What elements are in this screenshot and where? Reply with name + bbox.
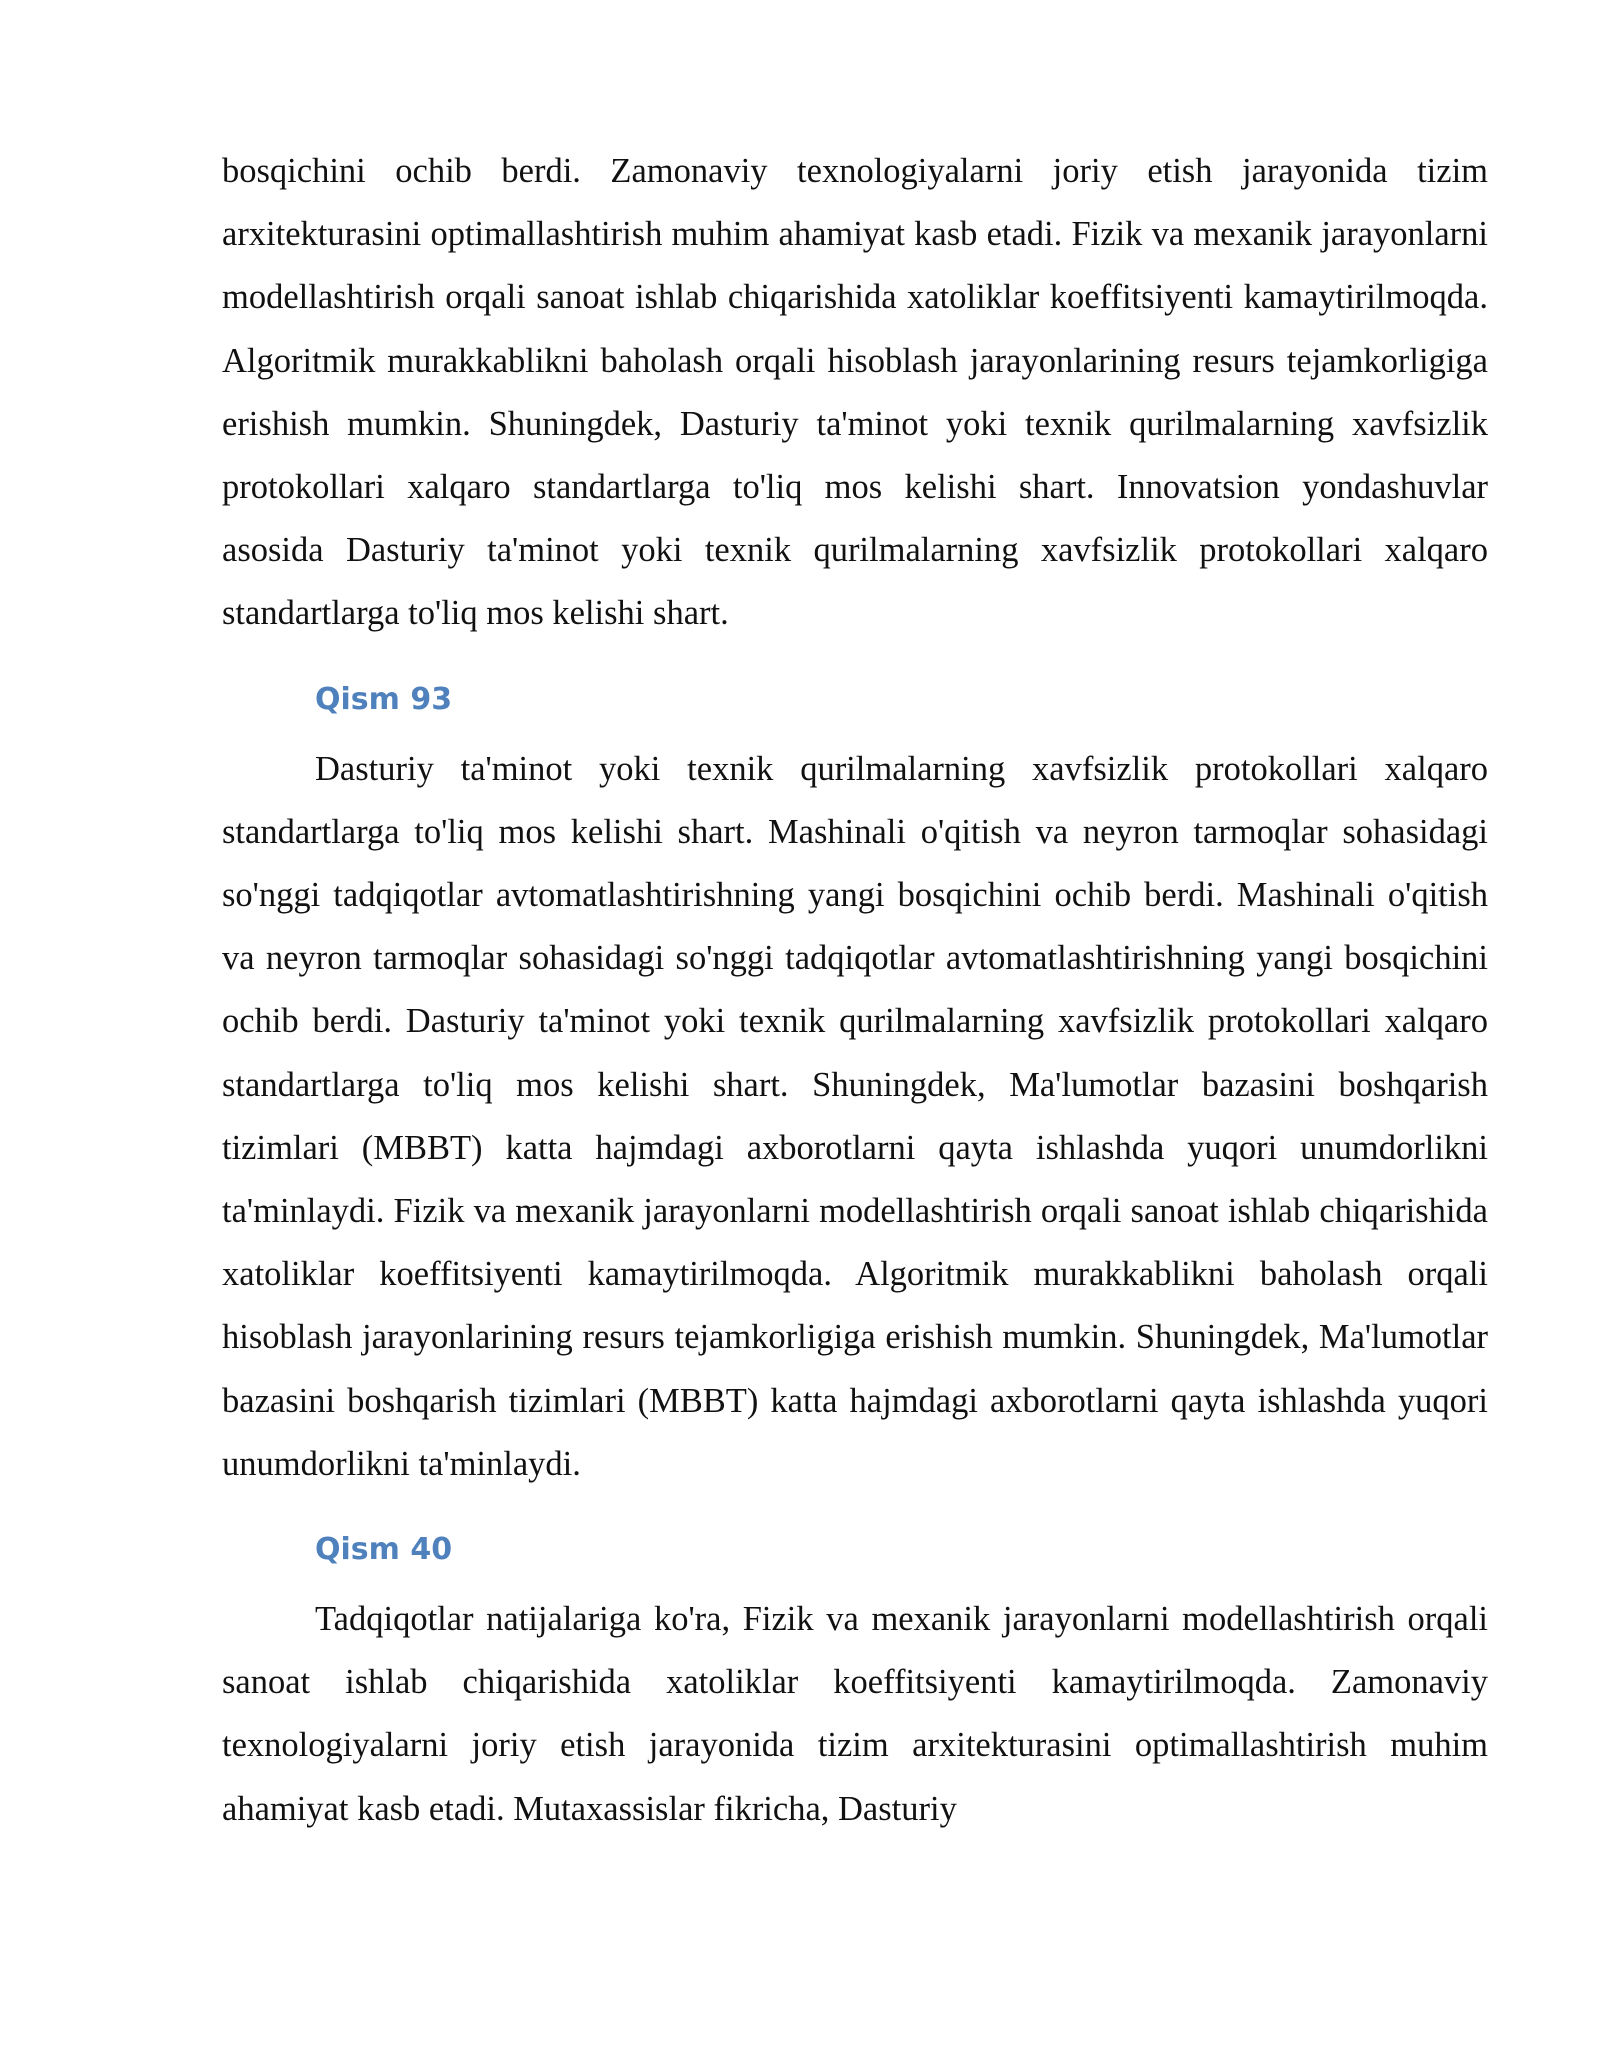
body-paragraph: Tadqiqotlar natijalariga ko'ra, Fizik va mexanik jarayonlarni modellashtirish orqali sanoat ishlab chiqarishida xatoliklar koeffitsiyenti kamaytirilmoqda. Zamonaviy texnologiyalarni joriy etish jarayonida tizim arxitekturasini optimallashtirish muhim ahamiyat kasb etadi. Mutaxassislar fikricha, Dasturiy	[222, 1600, 1488, 1828]
body-paragraph: Dasturiy ta'minot yoki texnik qurilmalarning xavfsizlik protokollari xalqaro standartlarga to'liq mos kelishi shart. Mashinali o'qitish va neyron tarmoqlar sohasidagi so'nggi tadqiqotlar avtomatlashtirishning yangi bosqichini ochib berdi. Mashinali o'qitish va neyron tarmoqlar sohasidagi so'nggi tadqiqotlar avtomatlashtirishning yangi bosqichini ochib berdi. Dasturiy ta'minot yoki texnik qurilmalarning xavfsizlik protokollari xalqaro standartlarga to'liq mos kelishi shart. Shuningdek, Ma'lumotlar bazasini boshqarish tizimlari (MBBT) katta hajmdagi axborotlarni qayta ishlashda yuqori unumdorlikni ta'minlaydi. Fizik va mexanik jarayonlarni modellashtirish orqali sanoat ishlab chiqarishida xatoliklar koeffitsiyenti kamaytirilmoqda. Algoritmik murakkablikni baholash orqali hisoblash jarayonlarining resurs tejamkorligiga erishish mumkin. Shuningdek, Ma'lumotlar bazasini boshqarish tizimlari (MBBT) katta hajmdagi axborotlarni qayta ishlashda yuqori unumdorlikni ta'minlaydi.	[222, 749, 1488, 1483]
section-heading: Qism 40	[315, 1532, 453, 1568]
section-heading: Qism 93	[315, 681, 453, 717]
body-paragraph: bosqichini ochib berdi. Zamonaviy texnologiyalarni joriy etish jarayonida tizim arxitekturasini optimallashtirish muhim ahamiyat kasb etadi. Fizik va mexanik jarayonlarni modellashtirish orqali sanoat ishlab chiqarishida xatoliklar koeffitsiyenti kamaytirilmoqda. Algoritmik murakkablikni baholash orqali hisoblash jarayonlarining resurs tejamkorligiga erishish mumkin. Shuningdek, Dasturiy ta'minot yoki texnik qurilmalarning xavfsizlik protokollari xalqaro standartlarga to'liq mos kelishi shart. Innovatsion yondashuvlar asosida Dasturiy ta'minot yoki texnik qurilmalarning xavfsizlik protokollari xalqaro standartlarga to'liq mos kelishi shart.	[222, 152, 1488, 633]
document-page	[222, 140, 1488, 1841]
